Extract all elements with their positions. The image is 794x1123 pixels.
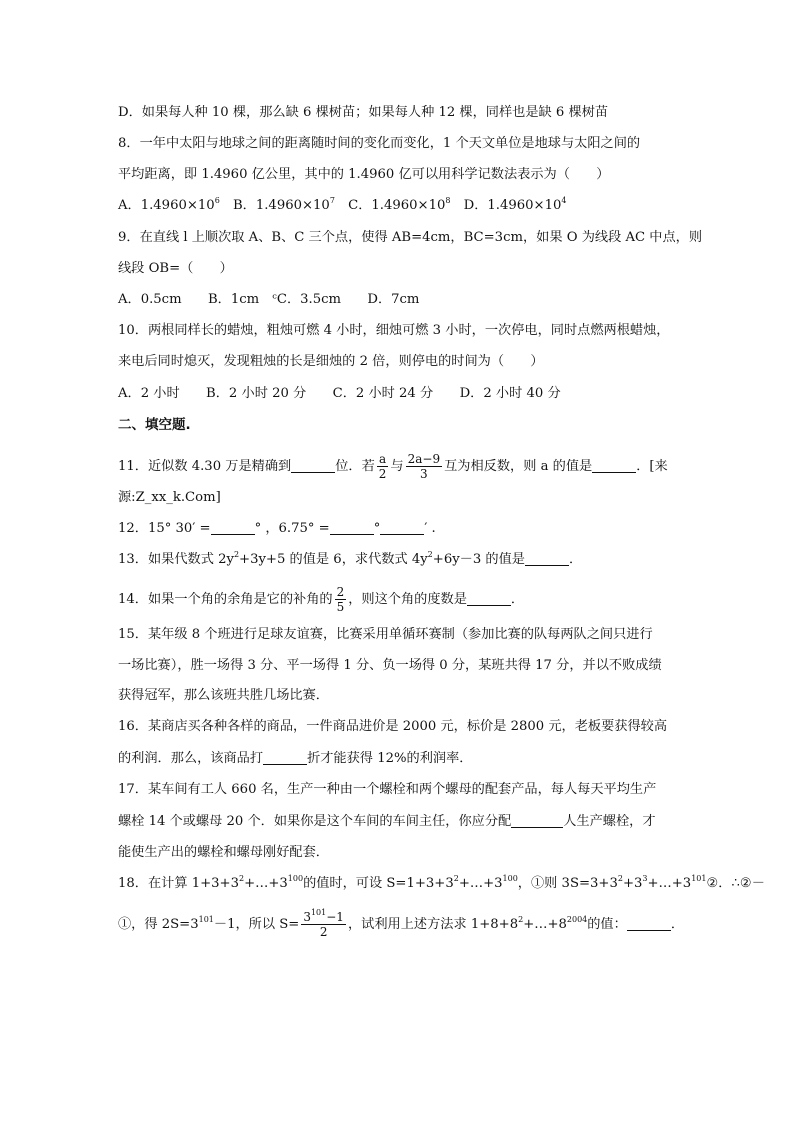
answer-blank (592, 458, 636, 473)
question-8-options: A．$1.4960\times 10^6$ B．$1.4960\times 10^7$ C．$1.4960\times 10^8$ D．$1.4960\times 10^4$ (118, 196, 567, 213)
question-9-line1: 9．在直线 l 上顺次取 A、B、C 三个点，使得 AB=4cm，BC=3cm，如果 O 为线段 AC 中点，则 (118, 230, 703, 245)
question-17-line1: 17．某车间有工人 660 名，生产一种由一个螺栓和两个螺母的配套产品，每人每天平均生产 (118, 782, 657, 797)
question-17-line3: 能使生产出的螺栓和螺母刚好配套． (118, 845, 329, 860)
question-18-line1: 18．在计算 $1+3+3^2+\dots+3^{100}$的值时，可设 $S=1+3+3^2+\dots+3^{100}$，①则 $3S=3+3^2+3^3+\dots+3^{101}②$．∴②－ (118, 874, 765, 891)
question-10-line2: 来电后同时熄灭，发现粗烛的长是细烛的 2 倍，则停电的时间为（ ） (118, 354, 544, 369)
question-8-line1: 8．一年中太阳与地球之间的距离随时间的变化而变化，1 个天文单位是地球与太阳之间的 (118, 136, 641, 151)
question-10-line1: 10．两根同样长的蜡烛，粗烛可燃 4 小时，细烛可燃 3 小时，一次停电，同时点燃两根蜡烛， (118, 323, 670, 338)
option-d-q7: D．如果每人种 10 棵，那么缺 6 棵树苗；如果每人种 12 棵，同样也是缺 6 棵树苗 (118, 105, 609, 120)
question-12: 12．15° 30′ = ° ，6.75° = ° ′ . (118, 521, 436, 536)
fraction: $\frac{2a-9}{3}$ (407, 452, 441, 481)
answer-blank (525, 551, 569, 566)
question-15-line3: 获得冠军，那么该班共胜几场比赛． (118, 688, 329, 703)
fraction: $\frac{2}{5}$ (336, 585, 345, 614)
answer-blank (511, 813, 563, 828)
question-9-line2: 线段 OB=（ ） (118, 261, 233, 276)
question-11-line2: 源:Z_xx_k.Com] (118, 490, 221, 505)
question-17-line2: 螺栓 14 个或螺母 20 个．如果你是这个车间的车间主任，你应分配 人生产螺栓，才 (118, 814, 656, 829)
question-13: 13．如果代数式 $2y^2+3y+5$ 的值是 6，求代数式 $4y^2+6y-3$ 的值是 ． (118, 550, 583, 567)
answer-blank (330, 520, 374, 535)
answer-blank (627, 916, 671, 931)
question-10-options: A．2 小时 B．2 小时 20 分 C．2 小时 24 分 D．2 小时 40 分 (118, 386, 561, 401)
answer-blank (291, 458, 335, 473)
answer-blank (263, 750, 307, 765)
question-9-options: A．0.5cm B．1cm ᶜC．3.5cm D．7cm (118, 292, 420, 307)
question-16-line2: 的利润．那么，该商品打 折才能获得 12%的利润率． (118, 751, 473, 766)
answer-blank (467, 591, 511, 606)
question-15-line1: 15．某年级 8 个班进行足球友谊赛，比赛采用单循环赛制（参加比赛的队每两队之间只进行 (118, 627, 653, 642)
fraction: $\frac{3^{101}-1}{2}$ (303, 908, 344, 939)
answer-blank (211, 520, 255, 535)
question-18-line2: ①，得 $2S=3^{101}-1$，所以 S= $\frac{3^{101}-1}{2}$ ，试利用上述方法求 $1+8+8^2+\dots+8^{2004}$的值： ． (118, 908, 684, 939)
answer-blank (380, 520, 424, 535)
question-8-line2: 平均距离，即 1.4960 亿公里，其中的 1.4960 亿可以用科学记数法表示为（ ） (118, 167, 610, 182)
question-15-line2: 一场比赛），胜一场得 3 分、平一场得 1 分、负一场得 0 分，某班共得 17 分，并以不败成绩 (118, 658, 662, 673)
fraction: $\frac{a}{2}$ (378, 452, 387, 481)
section-heading-fill-in: 二、填空题. (118, 417, 191, 433)
question-14: 14．如果一个角的余角是它的补角的 $\frac{2}{5}$ ，则这个角的度数是 ． (118, 585, 525, 614)
question-11-line1: 11．近似数 4.30 万是精确到 位．若 $\frac{a}{2}$ 与 $\frac{2a-9}{3}$ 互为相反数，则 a 的值是 ．[来 (118, 452, 668, 481)
question-16-line1: 16．某商店买各种各样的商品，一件商品进价是 2000 元，标价是 2800 元，老板要获得较高 (118, 719, 668, 734)
